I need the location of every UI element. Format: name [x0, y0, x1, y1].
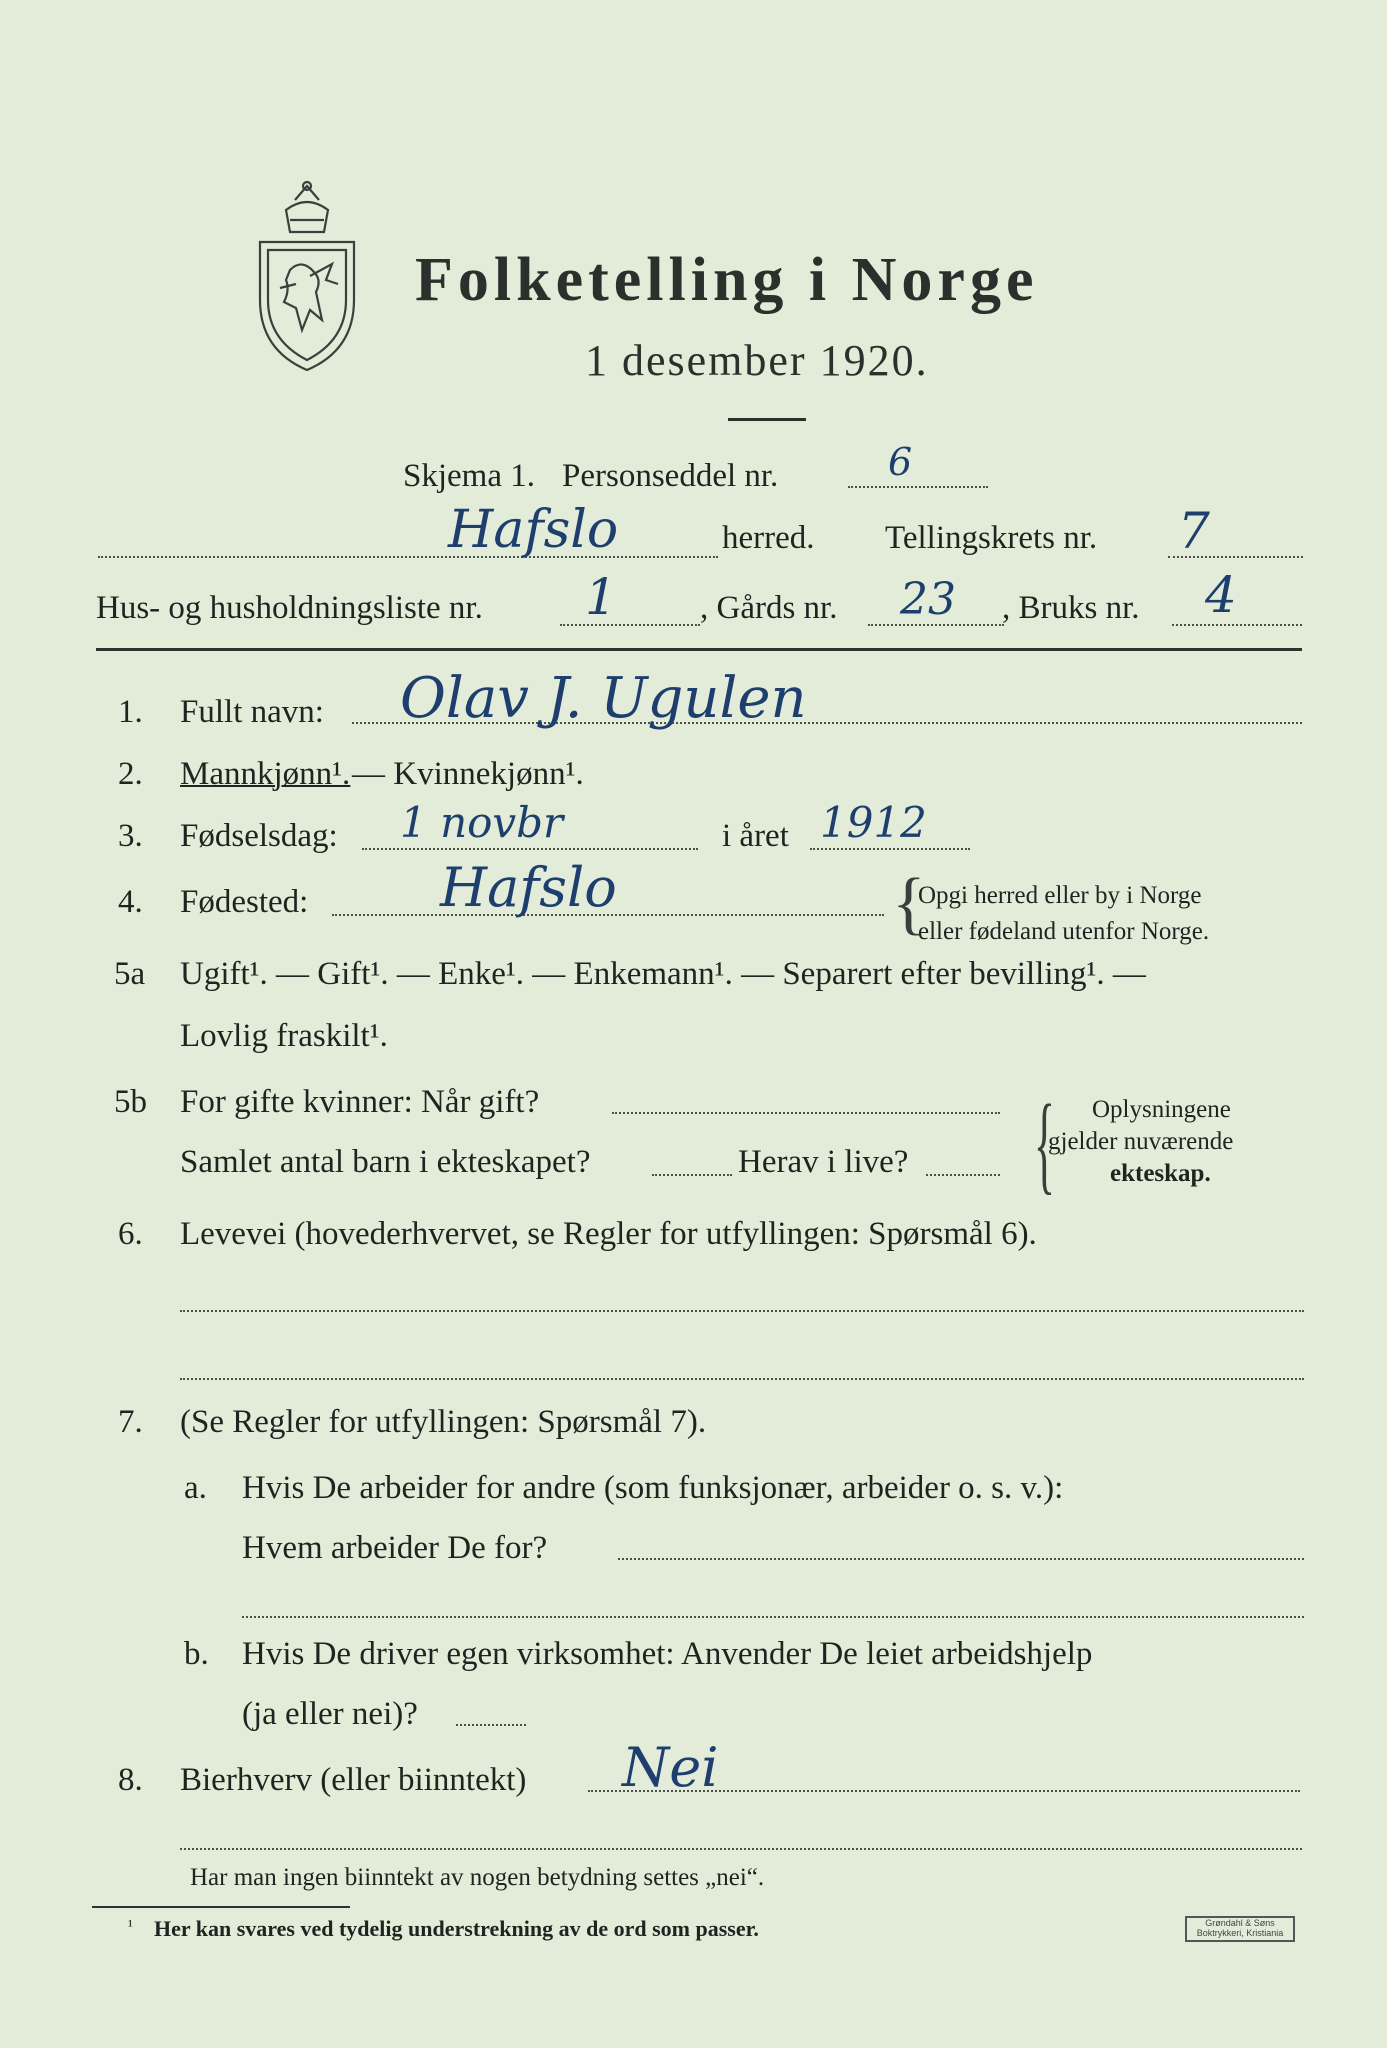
q4-note-2: eller fødeland utenfor Norge. — [918, 918, 1210, 945]
q5b-number: 5b — [114, 1084, 147, 1120]
q7a-line2: Hvem arbeider De for? — [242, 1530, 548, 1566]
q7-label: (Se Regler for utfyllingen: Spørsmål 7). — [180, 1404, 707, 1440]
q8-side-income[interactable]: Nei — [622, 1736, 719, 1799]
tellingskrets-label: Tellingskrets nr. — [885, 520, 1098, 556]
q3-year-line — [810, 848, 970, 850]
q3-birthday[interactable]: 1 novbr — [400, 798, 564, 847]
personseddel-label: Personseddel nr. — [562, 458, 779, 494]
tellingskrets-value[interactable]: 7 — [1178, 502, 1210, 560]
q4-brace: { — [892, 865, 926, 942]
liste-line — [560, 624, 700, 626]
q7a-line1: Hvis De arbeider for andre (som funksjonær, arbeider o. s. v.): — [242, 1470, 1064, 1506]
q2-kvinnekjonn[interactable]: — Kvinnekjønn¹. — [352, 756, 584, 792]
q5b-children-label: Samlet antal barn i ekteskapet? — [180, 1144, 591, 1180]
q4-birthplace[interactable]: Hafslo — [440, 856, 617, 919]
gards-value[interactable]: 23 — [900, 574, 956, 625]
q4-note-1: Opgi herred eller by i Norge — [918, 882, 1202, 909]
q4-number: 4. — [118, 884, 143, 920]
personseddel-line — [848, 486, 988, 488]
q7b-line2: (ja eller nei)? — [242, 1696, 418, 1732]
q7-number: 7. — [118, 1404, 143, 1440]
q8-line-2 — [180, 1848, 1302, 1850]
q7b-line1: Hvis De driver egen virksomhet: Anvender De leiet arbeidshjelp — [242, 1636, 1093, 1672]
personseddel-value[interactable]: 6 — [888, 440, 913, 484]
q5b-children-line — [652, 1174, 732, 1176]
bruks-label: , Bruks nr. — [1002, 590, 1140, 626]
q5b-note-1: Oplysningene — [1092, 1096, 1231, 1123]
q3-year-label: i året — [722, 818, 789, 854]
herred-label: herred. — [722, 520, 815, 556]
q3-birth-year[interactable]: 1912 — [820, 798, 927, 847]
q7a-employer-line-2 — [242, 1616, 1304, 1618]
q8-number: 8. — [118, 1762, 143, 1798]
bruks-line — [1172, 624, 1302, 626]
q5a-number: 5a — [114, 956, 146, 992]
header-rule — [96, 648, 1302, 651]
herred-value[interactable]: Hafslo — [448, 500, 619, 560]
q6-line-1 — [180, 1310, 1304, 1312]
q1-label: Fullt navn: — [180, 694, 324, 730]
q3-label: Fødselsdag: — [180, 818, 338, 854]
gards-label: , Gårds nr. — [700, 590, 838, 626]
q4-label: Fødested: — [180, 884, 309, 920]
q5b-note-2: gjelder nuværende — [1048, 1128, 1234, 1155]
q5b-line1: For gifte kvinner: Når gift? — [180, 1084, 540, 1120]
q5a-line1[interactable]: Ugift¹. — Gift¹. — Enke¹. — Enkemann¹. — Separert efter bevilling¹. — — [180, 956, 1146, 992]
q7a-employer-line — [618, 1558, 1304, 1560]
q3-line — [362, 848, 698, 850]
q5b-married-line — [612, 1112, 1000, 1114]
q6-line-2 — [180, 1378, 1304, 1380]
footnote-mark: ¹ — [128, 1918, 133, 1935]
liste-value[interactable]: 1 — [585, 568, 617, 626]
q6-number: 6. — [118, 1216, 143, 1252]
q5b-alive-label: Herav i live? — [738, 1144, 909, 1180]
q5a-line2[interactable]: Lovlig fraskilt¹. — [180, 1018, 388, 1054]
title-divider — [728, 418, 806, 421]
q7b-letter: b. — [184, 1636, 209, 1672]
footnote-rule — [92, 1906, 350, 1908]
q7a-letter: a. — [184, 1470, 207, 1506]
q6-label: Levevei (hovederhvervet, se Regler for utfyllingen: Spørsmål 6). — [180, 1216, 1037, 1252]
liste-label: Hus- og husholdningsliste nr. — [96, 590, 483, 626]
q5b-alive-line — [926, 1174, 1000, 1176]
footnote-text: Her kan svares ved tydelig understrekning av de ord som passer. — [154, 1916, 759, 1941]
q7b-line — [456, 1724, 526, 1726]
q1-number: 1. — [118, 694, 143, 730]
norway-coat-of-arms-icon — [250, 180, 365, 375]
herred-line — [98, 556, 718, 558]
q5b-note-3: ekteskap. — [1110, 1160, 1211, 1187]
q2-mannkjonn[interactable]: Mannkjønn¹. — [180, 756, 351, 792]
q2-number: 2. — [118, 756, 143, 792]
biinntekt-note: Har man ingen biinntekt av nogen betydning settes „nei“. — [190, 1864, 765, 1891]
form-title: Folketelling i Norge — [415, 246, 1039, 314]
q1-full-name[interactable]: Olav J. Ugulen — [400, 666, 807, 731]
q8-label: Bierhverv (eller biinntekt) — [180, 1762, 527, 1798]
census-date: 1 desember 1920. — [585, 336, 929, 385]
printer-stamp: Grøndahl & Søns Boktrykkeri, Kristiania — [1185, 1916, 1295, 1942]
bruks-value[interactable]: 4 — [1205, 566, 1237, 624]
q5b-brace: { — [1033, 1082, 1055, 1204]
skjema-label: Skjema 1. — [403, 458, 535, 494]
q3-number: 3. — [118, 818, 143, 854]
